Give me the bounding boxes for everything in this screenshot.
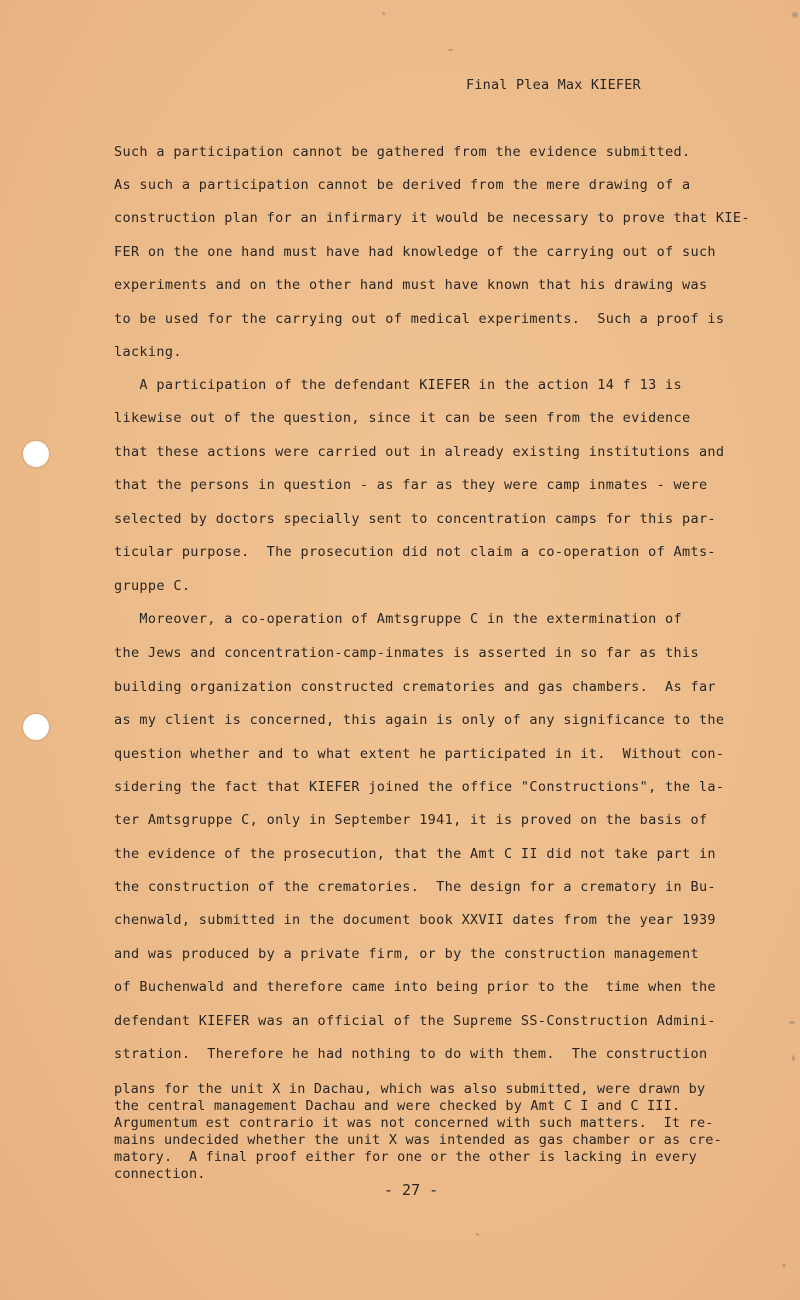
text-line: Moreover, a co-operation of Amtsgruppe C in the extermination of: [114, 611, 683, 627]
text-line: ter Amtsgruppe C, only in September 1941, it is proved on the basis of: [114, 812, 708, 828]
paper-speck: [476, 1233, 479, 1236]
text-line: the evidence of the prosecution, that the Amt C II did not take part in: [114, 846, 716, 862]
text-line: the central management Dachau and were checked by Amt C I and C III.: [114, 1098, 681, 1114]
paper-speck: [382, 12, 385, 15]
paper-speck: [792, 1055, 795, 1061]
page-header: Final Plea Max KIEFER: [466, 77, 641, 93]
paper-speck: [792, 12, 798, 18]
paper-speck: [789, 1021, 795, 1024]
text-line: plans for the unit X in Dachau, which was also submitted, were drawn by: [114, 1081, 706, 1097]
text-line: A participation of the defendant KIEFER in the action 14 f 13 is: [114, 377, 683, 393]
paper-speck: [782, 1264, 786, 1267]
text-line: as my client is concerned, this again is only of any significance to the: [114, 712, 725, 728]
text-line: likewise out of the question, since it can be seen from the evidence: [114, 410, 691, 426]
text-line: FER on the one hand must have had knowledge of the carrying out of such: [114, 244, 716, 260]
text-line: chenwald, submitted in the document book XXVII dates from the year 1939: [114, 912, 716, 928]
text-line: of Buchenwald and therefore came into being prior to the time when the: [114, 979, 716, 995]
text-line: stration. Therefore he had nothing to do with them. The construction: [114, 1046, 708, 1062]
text-line: selected by doctors specially sent to concentration camps for this par-: [114, 511, 716, 527]
text-line: Argumentum est contrario it was not concerned with such matters. It re-: [114, 1115, 714, 1131]
text-line: construction plan for an infirmary it would be necessary to prove that KIE-: [114, 210, 750, 226]
text-line: As such a participation cannot be derived from the mere drawing of a: [114, 177, 691, 193]
text-line: question whether and to what extent he participated in it. Without con-: [114, 746, 725, 762]
text-line: connection.: [114, 1166, 206, 1182]
text-line: the construction of the crematories. The design for a crematory in Bu-: [114, 879, 716, 895]
text-line: sidering the fact that KIEFER joined the office "Constructions", the la-: [114, 779, 725, 795]
text-line: defendant KIEFER was an official of the Supreme SS-Construction Admini-: [114, 1013, 716, 1029]
text-line: experiments and on the other hand must have known that his drawing was: [114, 277, 708, 293]
page-number: - 27 -: [384, 1181, 439, 1199]
text-line: that the persons in question - as far as they were camp inmates - were: [114, 477, 708, 493]
text-line: gruppe C.: [114, 578, 191, 594]
paper-speck: [448, 49, 453, 51]
punch-hole: [23, 441, 49, 467]
text-line: ticular purpose. The prosecution did not claim a co-operation of Amts-: [114, 544, 716, 560]
text-line: the Jews and concentration-camp-inmates is asserted in so far as this: [114, 645, 699, 661]
punch-hole: [23, 714, 49, 740]
text-line: building organization constructed crematories and gas chambers. As far: [114, 679, 716, 695]
text-line: mains undecided whether the unit X was intended as gas chamber or as cre-: [114, 1132, 722, 1148]
text-line: and was produced by a private firm, or by the construction management: [114, 946, 699, 962]
text-line: matory. A final proof either for one or the other is lacking in every: [114, 1149, 697, 1165]
text-line: Such a participation cannot be gathered from the evidence submitted.: [114, 144, 691, 160]
text-line: that these actions were carried out in already existing institutions and: [114, 444, 725, 460]
text-line: to be used for the carrying out of medical experiments. Such a proof is: [114, 311, 725, 327]
text-line: lacking.: [114, 344, 182, 360]
